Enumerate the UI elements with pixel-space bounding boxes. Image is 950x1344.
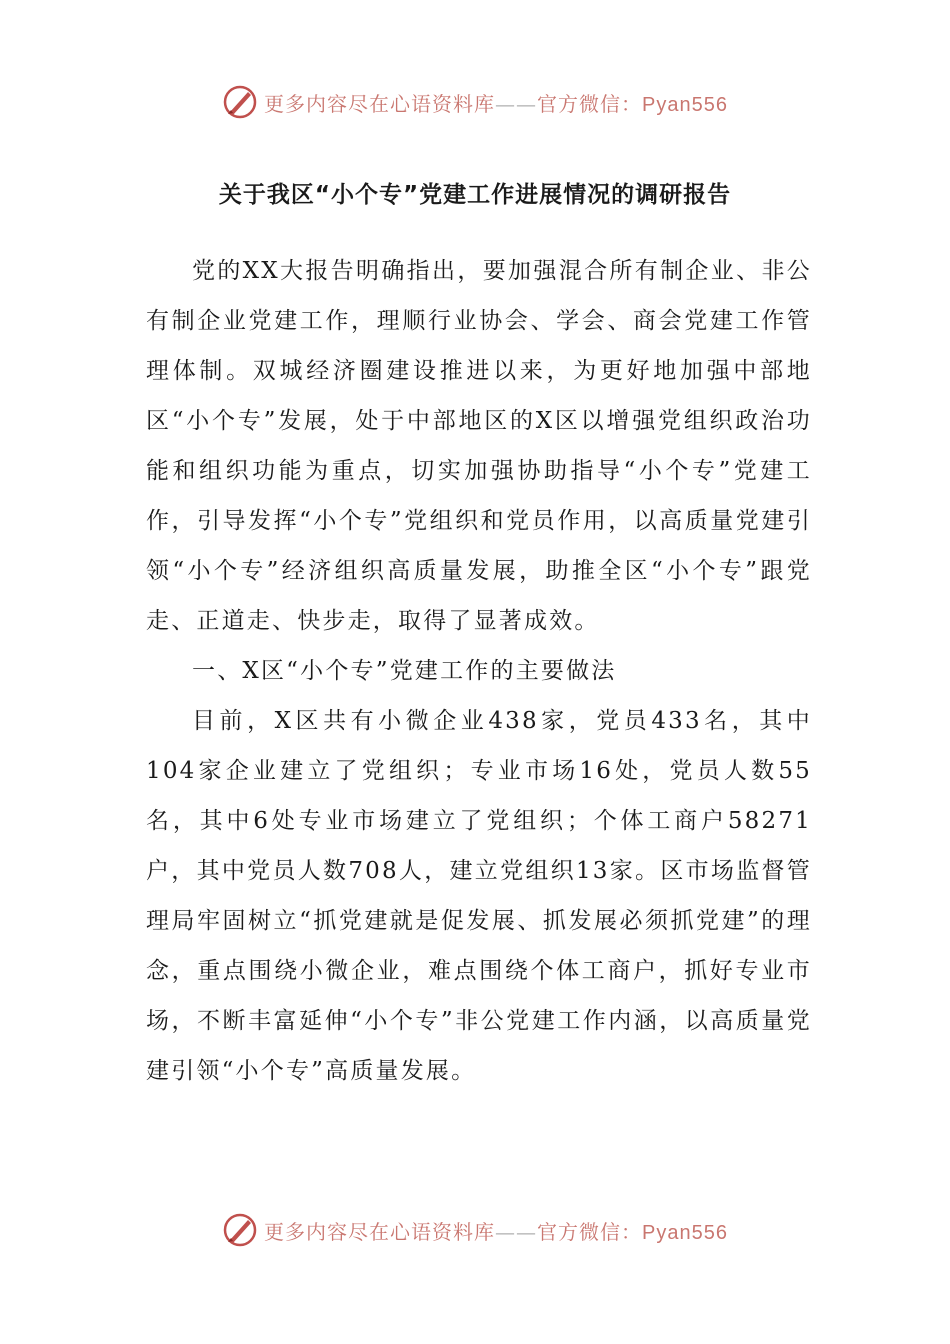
watermark-wechat-id: Pyan556	[642, 1221, 728, 1244]
pen-logo-icon	[222, 84, 258, 120]
paragraph-intro: 党的XX大报告明确指出，要加强混合所有制企业、非公有制企业党建工作，理顺行业协会、学会、商会党建工作管理体制。双城经济圈建设推进以来，为更好地加强中部地区“小个专”发展，处于中部地区的X区以增强党组织政治功能和组织功能为重点，切实加强协助指导“小个专”党建工作，引导发挥“小个专”党组织和党员作用，以高质量党建引领“小个专”经济组织高质量发展，助推全区“小个专”跟党走、正道走、快步走，取得了显著成效。	[146, 258, 812, 634]
header-watermark	[0, 80, 950, 124]
watermark-text	[264, 88, 728, 117]
watermark-main: 更多内容尽在心语资料库	[264, 91, 496, 116]
watermark-label: 官方微信：	[537, 91, 643, 116]
document-body	[146, 246, 812, 1096]
watermark-wechat-id: Pyan556	[642, 93, 728, 116]
footer-watermark	[0, 1208, 950, 1252]
section-heading: 一、X区“小个专”党建工作的主要做法	[192, 658, 617, 684]
watermark-text	[264, 1216, 728, 1245]
watermark-main: 更多内容尽在心语资料库	[264, 1219, 496, 1244]
document-title: 关于我区“小个专”党建工作进展情况的调研报告	[218, 182, 732, 208]
watermark-label: 官方微信：	[537, 1219, 643, 1244]
pen-logo-icon	[222, 1212, 258, 1248]
paragraph-current-status: 目前，X区共有小微企业438家，党员433名，其中104家企业建立了党组织；专业市场16处，党员人数55名，其中6处专业市场建立了党组织；个体工商户58271户，其中党员人数708人，建立党组织13家。区市场监督管理局牢固树立“抓党建就是促发展、抓发展必须抓党建”的理念，重点围绕小微企业，难点围绕个体工商户，抓好专业市场，不断丰富延伸“小个专”非公党建工作内涵，以高质量党建引领“小个专”高质量发展。	[146, 708, 812, 1084]
watermark-dash: ——	[495, 1219, 538, 1244]
watermark-dash: ——	[495, 91, 538, 116]
